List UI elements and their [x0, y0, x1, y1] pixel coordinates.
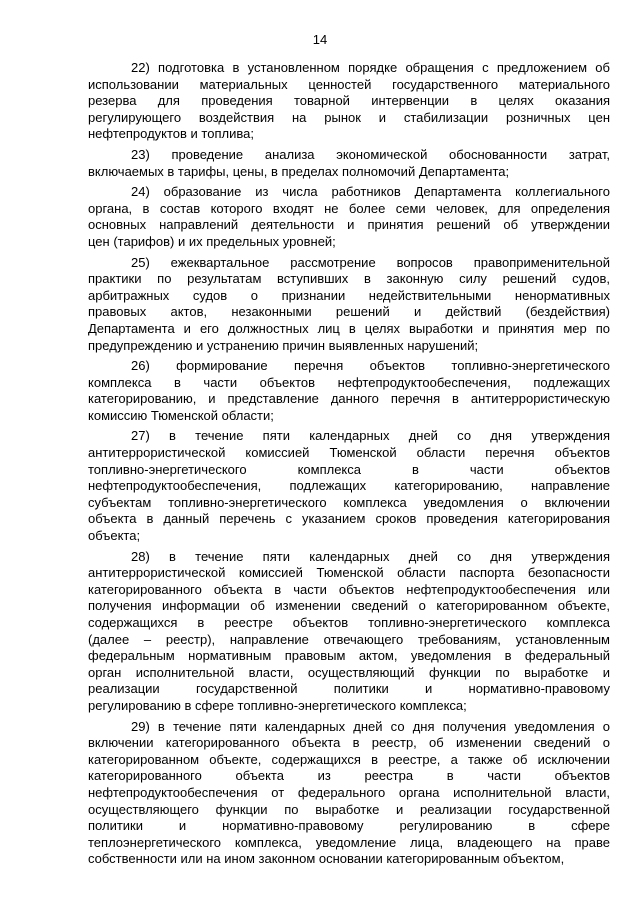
paragraph-line: категорированного объекта в части объектов нефтепродуктообеспечения или: [88, 581, 610, 597]
paragraph-line: 27) в течение пяти календарных дней со дня утверждения: [131, 428, 610, 444]
paragraph-line: практики по результатам вступивших в законную силу решений судов,: [88, 271, 610, 287]
paragraph-line: теплоэнергетического комплекса, уведомление лица, владеющего на праве: [88, 834, 610, 850]
paragraph-line: нефтепродуктообеспечения от федерального органа исполнительной власти,: [88, 784, 610, 800]
paragraph-line: комиссию Тюменской области;: [88, 407, 274, 423]
paragraph-line: объекта в данный перечень с указанием сроков проведения категорирования: [88, 511, 610, 527]
paragraph-line: включении категорированного объекта в реестр, об изменении сведений о: [88, 735, 610, 751]
paragraph: [88, 184, 610, 250]
paragraph-line: арбитражных судов о признании недействительными ненормативных: [88, 287, 610, 303]
paragraph-line: 22) подготовка в установленном порядке обращения с предложением об: [131, 60, 610, 75]
paragraph-line: политики и нормативно-правовому регулированию в сфере: [88, 818, 610, 834]
paragraph-line: включаемых в тарифы, цены, в пределах полномочий Департамента;: [88, 163, 510, 179]
paragraph-line: осуществляющего функции по выработке и реализации государственной: [88, 801, 610, 817]
paragraph-line: категорированном объекте, содержащихся в реестре, а также об исключении: [88, 751, 610, 767]
paragraph-line: топливно-энергетического комплекса в части объектов: [88, 461, 610, 477]
paragraph-line: использовании материальных ценностей государственного материального: [88, 76, 610, 92]
paragraph-line: резерва для проведения товарной интервенции в целях оказания: [88, 93, 610, 109]
paragraph-line: 23) проведение анализа экономической обоснованности затрат,: [131, 146, 610, 162]
paragraph: [88, 60, 610, 143]
paragraph: [88, 549, 610, 715]
paragraph-line: реализации государственной политики и нормативно-правовому: [88, 681, 610, 697]
paragraph-line: получения информации об изменении сведений о категорированном объекте,: [88, 598, 610, 614]
paragraph: [88, 358, 610, 424]
paragraph-line: субъектам топливно-энергетического комплекса уведомления о включении: [88, 494, 610, 510]
paragraph-line: 26) формирование перечня объектов топливно-энергетического: [131, 358, 610, 374]
paragraph-line: Департамента и его должностных лиц в целях выработки и принятия мер по: [88, 320, 610, 336]
paragraph-line: собственности или на ином законном основании категорированным объектом,: [88, 851, 565, 867]
paragraph-line: объекта;: [88, 528, 141, 544]
paragraph-line: категорированного объекта из реестра в части объектов: [88, 768, 610, 784]
paragraph-line: правовых актов, незаконными решений и действий (бездействия): [88, 304, 610, 320]
paragraph-line: антитеррористической комиссией Тюменской области паспорта безопасности: [88, 565, 610, 581]
paragraph-line: цен (тарифов) и их предельных уровней;: [88, 233, 336, 249]
paragraph-line: орган исполнительной власти, осуществляющий функции по выработке и: [88, 664, 610, 680]
paragraph-line: (далее – реестр), направление отвечающего требованиям, установленным: [88, 631, 610, 647]
paragraph-line: комплекса в части объектов нефтепродуктообеспечения, подлежащих: [88, 374, 610, 390]
paragraph-line: основных направлений деятельности и принятия решений об утверждении: [88, 217, 610, 233]
paragraph-line: предупреждению и устранению причин выявленных нарушений;: [88, 337, 479, 353]
page-number: 14: [312, 32, 328, 47]
paragraph: [88, 428, 610, 544]
paragraph-line: регулирующего воздействия на рынок и стабилизации розничных цен: [88, 109, 610, 125]
paragraph-line: нефтепродуктообеспечения, подлежащих категорированию, направление: [88, 478, 610, 494]
paragraph-line: 29) в течение пяти календарных дней со дня получения уведомления о: [131, 718, 610, 734]
document-body: [88, 60, 610, 872]
paragraph-line: категорированию, и представление данного перечня в антитеррористическую: [88, 391, 610, 407]
paragraph: [88, 719, 610, 868]
paragraph-line: нефтепродуктов и топлива;: [88, 126, 254, 142]
paragraph: [88, 147, 610, 180]
paragraph-line: регулированию в сфере топливно-энергетического комплекса;: [88, 697, 467, 713]
paragraph-line: органа, в состав которого входят не более семи человек, для определения: [88, 200, 610, 216]
paragraph-line: федеральным нормативным правовым актом, уведомления в федеральный: [88, 648, 610, 664]
paragraph: [88, 255, 610, 355]
paragraph-line: содержащихся в реестре объектов топливно-энергетического комплекса: [88, 615, 610, 630]
paragraph-line: 25) ежеквартальное рассмотрение вопросов правоприменительной: [131, 254, 610, 270]
paragraph-line: 28) в течение пяти календарных дней со дня утверждения: [131, 548, 610, 564]
paragraph-line: антитеррористической комиссией Тюменской области перечня объектов: [88, 445, 610, 461]
paragraph-line: 24) образование из числа работников Департамента коллегиального: [131, 184, 610, 200]
